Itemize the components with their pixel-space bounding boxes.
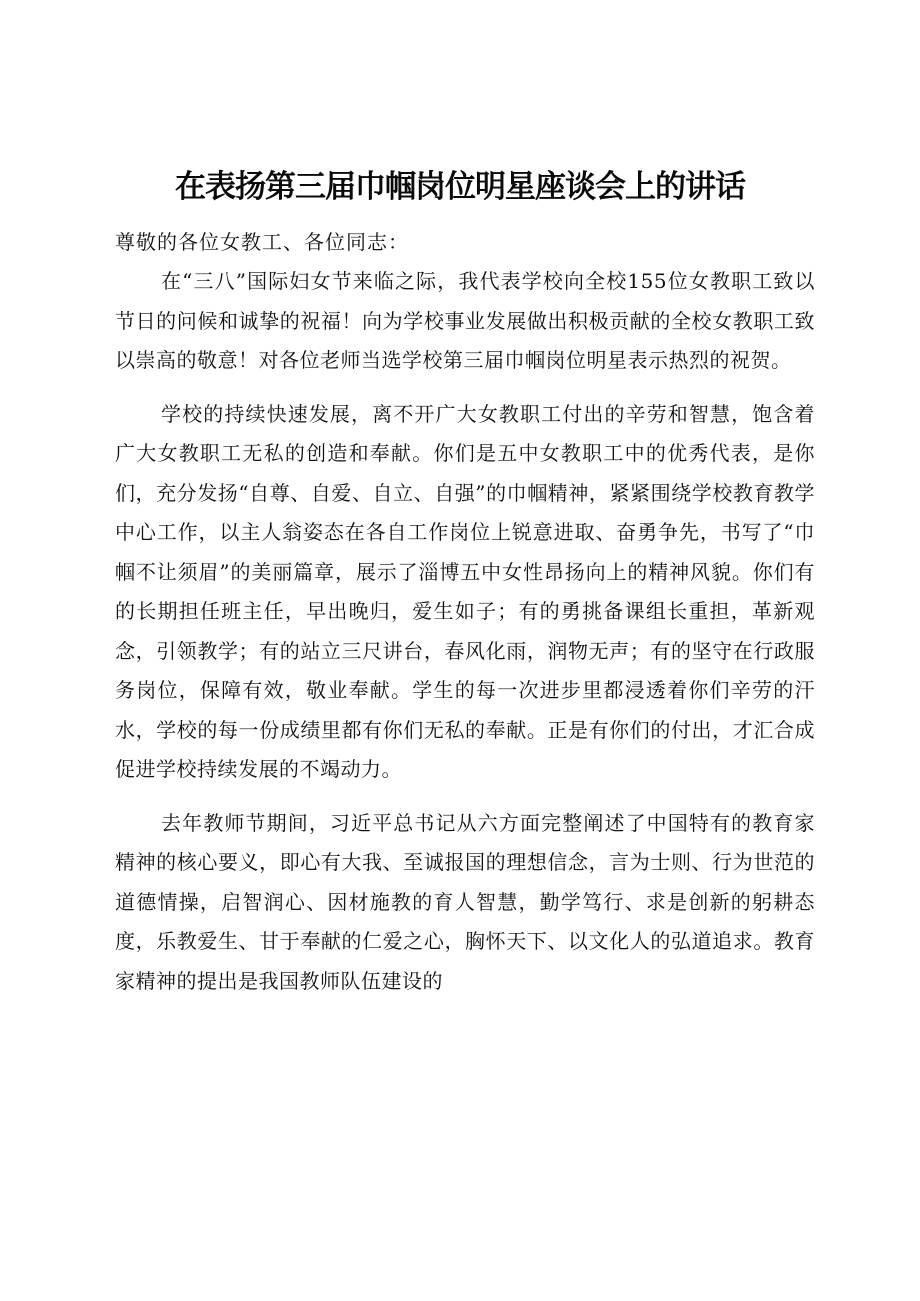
paragraph-2: 学校的持续快速发展，离不开广大女教职工付出的辛劳和智慧，饱含着广大女教职工无私的创造和奉献。你们是五中女教职工中的优秀代表，是你们，充分发扬“自尊、自爱、自立、自强”的巾帼精神，紧紧围绕学校教育教学中心工作，以主人翁姿态在各自工作岗位上锐意进取、奋勇争先，书写了“巾帼不让须眉”的美丽篇章，展示了淄博五中女性昂扬向上的精神风貌。你们有的长期担任班主任，早出晚归，爱生如子；有的勇挑备课组长重担，革新观念，引领教学；有的站立三尺讲台，春风化雨，润物无声；有的坚守在行政服务岗位，保障有效，敬业奉献。学生的每一次进步里都浸透着你们辛劳的汗水，学校的每一份成绩里都有你们无私的奉献。正是有你们的付出，才汇合成促进学校持续发展的不竭动力。 bbox=[115, 401, 815, 781]
paragraph-3: 去年教师节期间，习近平总书记从六方面完整阐述了中国特有的教育家精神的核心要义，即心有大我、至诚报国的理想信念，言为士则、行为世范的道德情操，启智润心、因材施教的育人智慧，勤学笃行、求是创新的躬耕态度，乐教爱生、甘于奉献的仁爱之心，胸怀天下、以文化人的弘道追求。教育家精神的提出是我国教师队伍建设的 bbox=[115, 810, 815, 993]
paragraph-1: 在“三八”国际妇女节来临之际，我代表学校向全校155位女教职工致以节日的问候和诚挚的祝福！向为学校事业发展做出积极贡献的全校女教职工致以崇高的敬意！对各位老师当选学校第三届巾帼岗位明星表示热烈的祝贺。 bbox=[115, 269, 815, 372]
document-body bbox=[115, 262, 815, 1015]
salutation: 尊敬的各位女教工、各位同志： bbox=[115, 230, 409, 254]
document-title: 在表扬第三届巾帼岗位明星座谈会上的讲话 bbox=[175, 169, 745, 205]
